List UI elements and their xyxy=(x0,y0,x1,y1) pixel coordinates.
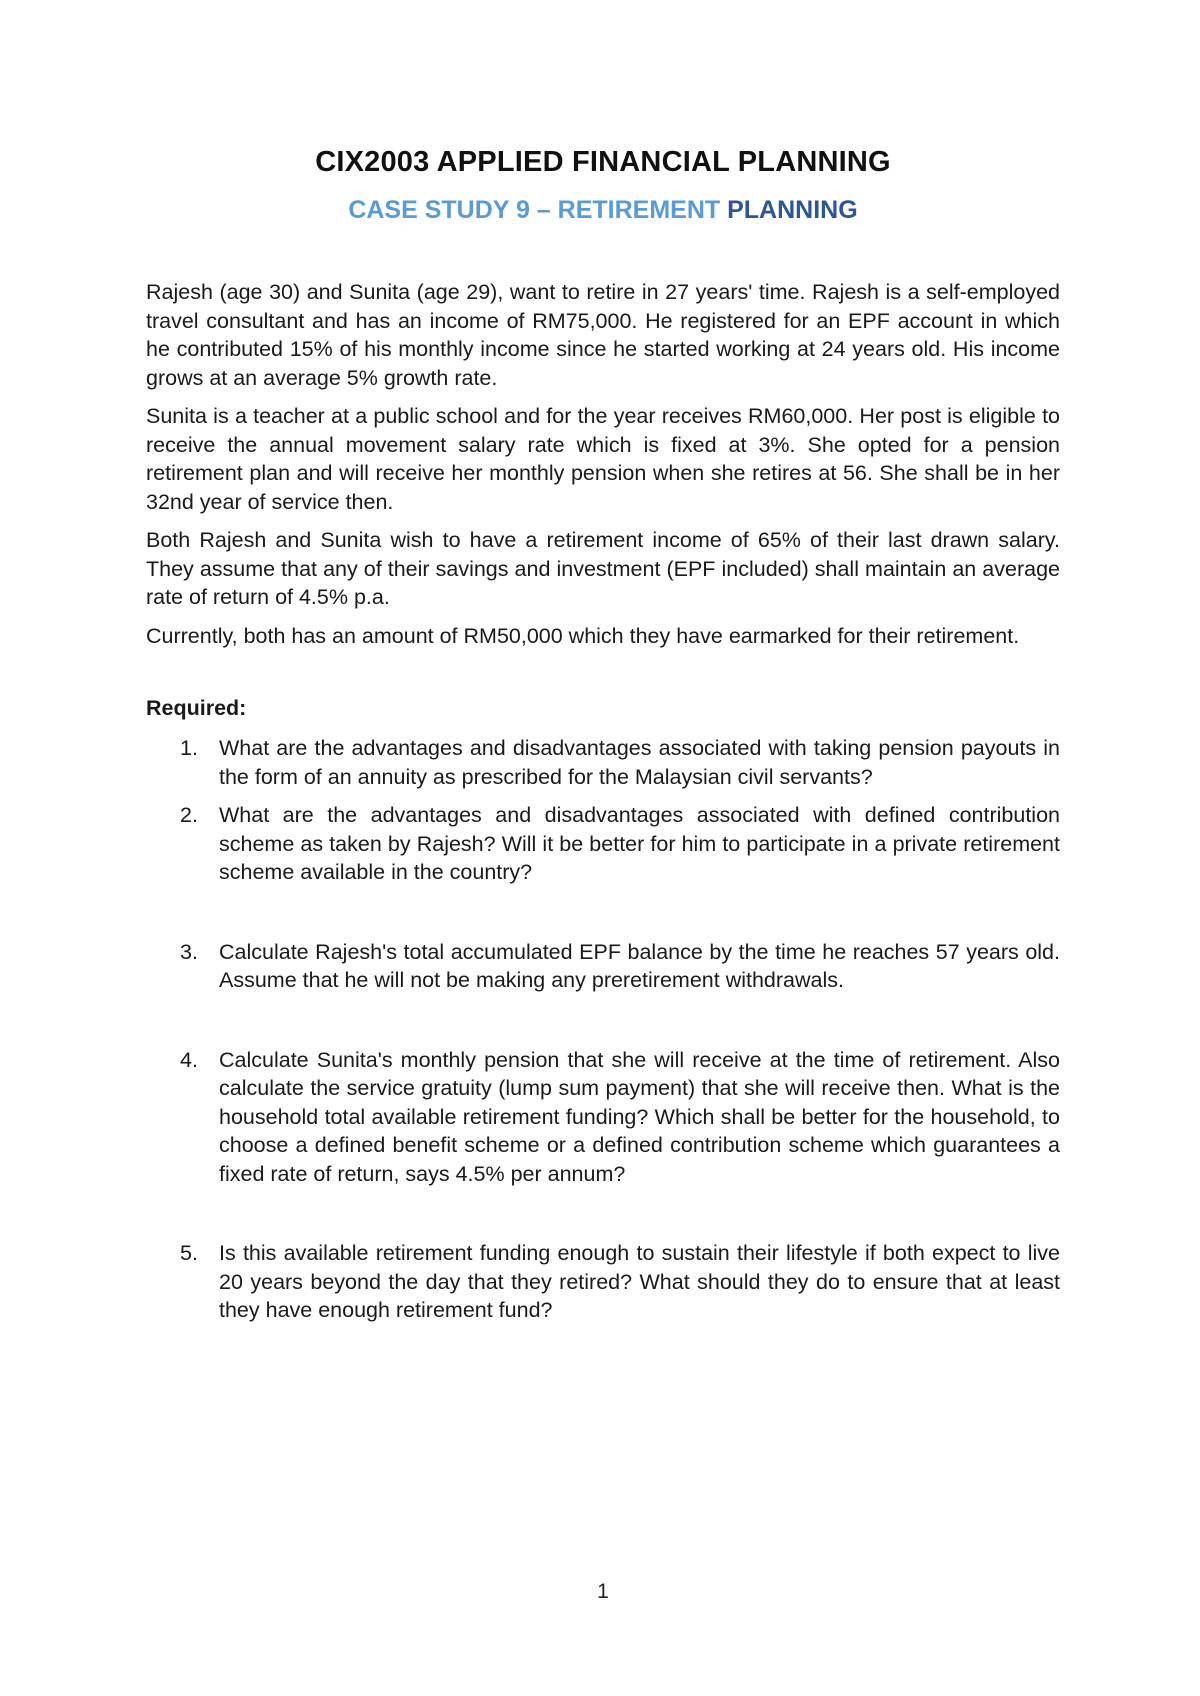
required-heading: Required: xyxy=(146,696,247,720)
question-text: Is this available retirement funding enough to sustain their lifestyle if both expect to live 20 years beyond the day that they retired? What should they do to ensure that at least they have enough retirement fund? xyxy=(219,1241,1060,1322)
question-item xyxy=(146,801,1060,887)
question-item xyxy=(146,734,1060,791)
question-text: Calculate Rajesh's total accumulated EPF balance by the time he reaches 57 years old. Assume that he will not be making any preretirement withdrawals. xyxy=(219,939,1060,992)
question-number: 4. xyxy=(180,1047,198,1072)
document-body xyxy=(146,278,1060,1325)
case-paragraph-sunita: Sunita is a teacher at a public school and for the year receives RM60,000. Her post is eligible to receive the annual movement salary rate which is fixed at 3%. She opted for a pension retirement plan and will receive her monthly pension when she retires at 56. She shall be in her 32nd year of service then. xyxy=(146,404,1060,514)
question-item xyxy=(146,938,1060,995)
question-text: What are the advantages and disadvantages associated with defined contribution scheme as taken by Rajesh? Will it be better for him to participate in a private retirement scheme available in the country? xyxy=(219,803,1060,884)
question-number: 1. xyxy=(180,736,198,760)
question-text: Calculate Sunita's monthly pension that she will receive at the time of retirement. Also calculate the service gratuity (lump sum payment) that she will receive then. What is the household total available retirement funding? Which shall be better for the household, to choose a defined benefit scheme or a defined contribution scheme which guarantees a fixed rate of return, says 4.5% per annum? xyxy=(219,1047,1060,1186)
question-number: 5. xyxy=(180,1241,198,1265)
question-item xyxy=(146,1239,1060,1325)
case-paragraph-retirement-income: Both Rajesh and Sunita wish to have a retirement income of 65% of their last drawn salary. They assume that any of their savings and investment (EPF included) shall maintain an average rate of return of 4.5% p.a. xyxy=(146,528,1060,609)
case-paragraph-rajesh: Rajesh (age 30) and Sunita (age 29), want to retire in 27 years' time. Rajesh is a self-employed travel consultant and has an income of RM75,000. He registered for an EPF account in which he contributed 15% of his monthly income since he started working at 24 years old. His income grows at an average 5% growth rate. xyxy=(146,280,1060,390)
question-number: 2. xyxy=(180,803,198,827)
question-item xyxy=(146,1046,1060,1189)
question-text: What are the advantages and disadvantages associated with taking pension payouts in the form of an annuity as prescribed for the Malaysian civil servants? xyxy=(219,736,1060,789)
document-title: CIX2003 APPLIED FINANCIAL PLANNING xyxy=(315,146,891,178)
document-subtitle xyxy=(146,196,1060,225)
question-list xyxy=(146,734,1060,1325)
subtitle-case-study: CASE STUDY 9 – RETIREMENT xyxy=(348,196,728,224)
case-paragraph-current-savings: Currently, both has an amount of RM50,000 which they have earmarked for their retirement. xyxy=(146,623,1020,648)
page-number: 1 xyxy=(597,1580,609,1603)
document-page xyxy=(146,0,1060,1696)
subtitle-planning: PLANNING xyxy=(727,196,858,224)
question-number: 3. xyxy=(180,939,198,964)
